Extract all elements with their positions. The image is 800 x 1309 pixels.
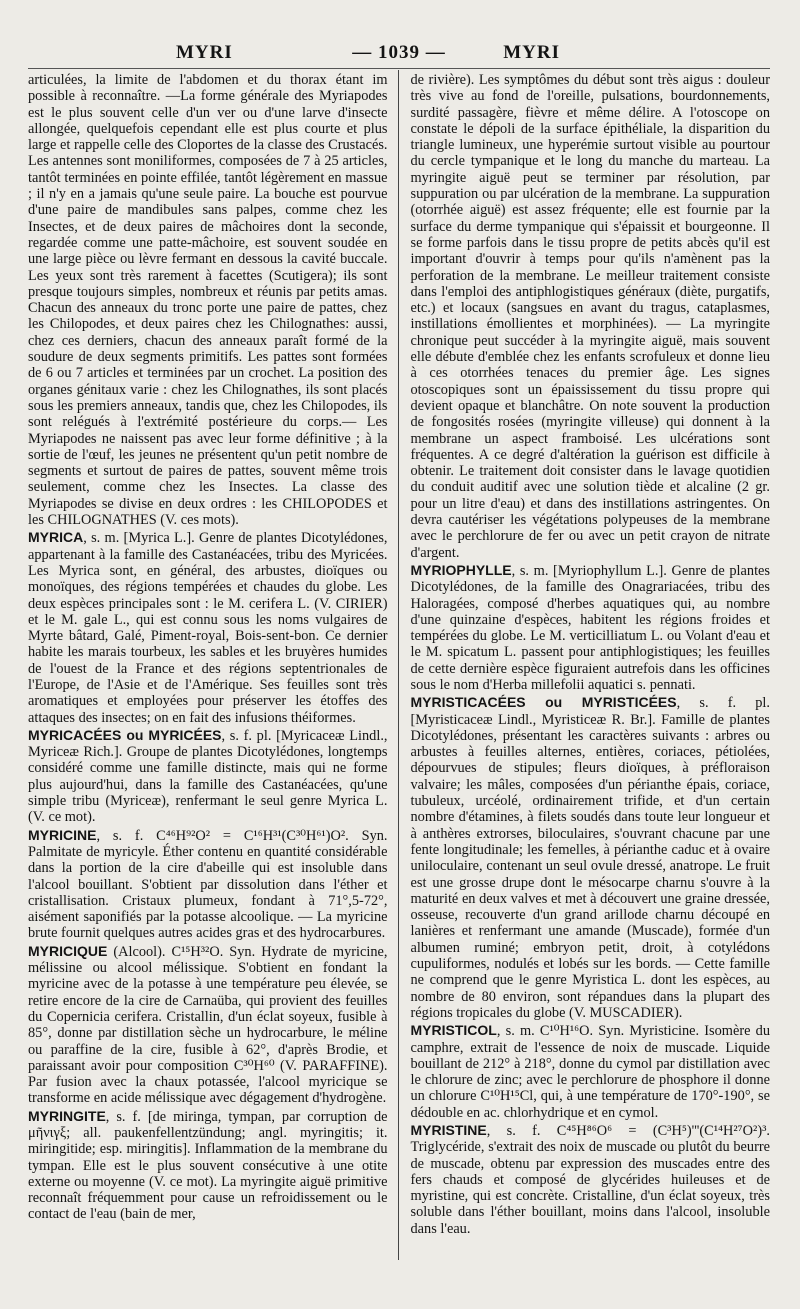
dictionary-entry xyxy=(411,1122,771,1237)
entry-text: , s. f. C⁴⁵H⁸⁶O⁶ = (C³H⁵)'''(C¹⁴H²⁷O²)³. Triglycéride, s'extrait des noix de muscade ou plutôt du beurre de muscade, obtenu par expression des muscades entre des fers chauds et composé de glycérides huileuses et de myristine, qui est concrète. Cristalline, d'un éclat soyeux, très soluble dans l'éther bouillant, moins dans l'alcool, insoluble dans l'eau. xyxy=(410,1123,770,1237)
running-head-left: MYRI xyxy=(176,42,233,63)
running-head xyxy=(28,42,770,72)
running-head-right: MYRI xyxy=(503,42,560,63)
entry-text: , s. m. C¹⁰H¹⁶O. Syn. Myristicine. Isomère du camphre, extrait de l'essence de noix de muscade. Liquide bouillant de 212° à 218°, donne du cymol par distillation avec le chlorure de zinc; avec le perchlorure de phosphore il donne un chlorure C¹⁰H¹⁵Cl, qui, à une température de 170°-190°, se dédouble en ac. chlorhydrique et en cymol. xyxy=(410,1023,770,1121)
dictionary-entry xyxy=(411,694,771,1021)
entry-headword: MYRISTINE xyxy=(410,1122,487,1138)
entry-text: , s. f. pl. [Myricaceæ Lindl., Myriceæ Rich.]. Groupe de plantes Dicotylédones, longtemps considéré comme une famille distincte, mais qui ne forme plus aujourd'hui, dans la famille des Castanéacées, qu'une simple tribu (Myriceæ), renfermant le seul genre Myrica L. (V. ce mot). xyxy=(28,727,388,826)
entry-text: , s. f. [de miringa, tympan, par corruption de μῆνιγξ; all. paukenfellentzündung; angl. myringitis; it. miringitide; esp. miringitis]. Inflammation de la membrane du tympan. Elle est le plus souvent consécutive à une otite externe ou moyenne (V. ce mot). La myringite aiguë primitive reconnaît fréquemment pour cause un refroidissement ou le contact de l'eau (bain de mer, xyxy=(28,1108,388,1223)
entry-text: , s. m. [Myrica L.]. Genre de plantes Dicotylédones, appartenant à la famille des Castanéacées, tribu des Myricées. Les Myrica sont, en général, des arbustes, dioïques ou monoïques, des régions tempérées et chaudes du globe. Les deux espèces principales sont : le M. cerifera L. (V. CIRIER) et le M. gale L., qui est connu sous les noms vulgaires de Myrte bâtard, Galé, Piment-royal, Bois-sent-bon. Ce dernier habite les marais tourbeux, les sables et les bruyères humides de l'ouest de la France et des régions septentrionales de l'Europe, de l'Asie et de l'Amérique. Ses feuilles sont très aromatiques et employées pour préserver les étoffes des attaques des insectes; on en fait des infusions théiformes. xyxy=(28,530,388,726)
continued-text: de rivière). Les symptômes du début sont très aigus : douleur très vive au fond de l'oreille, pulsations, bourdonnements, surdité passagère, fièvre et même délire. A l'otoscope on constate le dépoli de la surface épithéliale, la disparition du triangle lumineux, une hyperémie surtout visible au pourtour du cercle tympanique et le long du manche du marteau. La myringite aiguë peut se terminer par résolution, par suppuration ou par ulcération de la membrane. La suppuration (otorrhée aiguë) est assez fréquente; elle est fournie par la surface du derme tympanique qui s'épaissit et bourgeonne. Il se forme parfois dans le tissu propre de petits abcès qu'il est important d'ouvrir à temps pour qu'ils n'amènent pas la perforation de la membrane. Le meilleur traitement consiste dans l'emploi des antiphlogistiques généraux (diète, purgatifs, etc.) et locaux (sangsues en avant du tragus, cataplasmes, instillations émollientes et morphinées). — La myringite chronique peut succéder à la myringite aiguë, mais souvent elle débute d'emblée chez les enfants scrofuleux et donne lieu à ces otorrhées tenaces du premier âge. Les signes otoscopiques sont un épaississement du tissu propre qui devient opaque et blanchâtre. On note souvent la production de fongosités rosées (myringite villeuse) qui donnent à la membrane un aspect framboisé. Les ulcérations sont fréquentes. A ce degré d'altération la guérison est difficile à obtenir. Le traitement doit consister dans le lavage quotidien du conduit auditif avec une solution tiède et alcaline (2 gr. pour un litre d'eau) et dans des instillations astringentes. On devra cautériser les végétations polypeuses de la membrane avec le perchlorure de fer ou avec un petit crayon de nitrate d'argent. xyxy=(410,72,770,561)
entry-headword: MYRICACÉES ou MYRICÉES xyxy=(28,726,222,743)
entry-text: (Alcool). C¹⁵H³²O. Syn. Hydrate de myricine, mélissine ou alcool mélissique. S'obtient en fondant la myricine avec de la potasse à une température peu élevée, se retire encore de la cire de Carnaüba, qui provient des feuilles du Copernicia cerifera. Cristallin, d'un éclat soyeux, fusible à 85°, donne par distillation sèche un hydrocarbure, le méline ou paraffine de la cire, fusible à 62°, d'après Brodie, et paraissant avoir pour composition C³⁰H⁶⁰ (V. PARAFFINE). Par fusion avec la chaux potassée, l'alcool myricique se transforme en acide mélissique avec dégagement d'hydrogène. xyxy=(28,943,388,1107)
right-column xyxy=(399,72,771,1292)
dictionary-entry xyxy=(411,1022,771,1121)
dictionary-entry xyxy=(28,827,388,942)
dictionary-entry xyxy=(28,529,388,726)
entry-headword: MYRINGITE xyxy=(28,1107,106,1124)
left-column xyxy=(28,72,398,1292)
continued-text: articulées, la limite de l'abdomen et du thorax étant im possible à reconnaître. —La forme générale des Myriapodes est le plus souvent celle d'un ver ou d'une larve d'insecte allongée, quelquefois cependant elle est plus courte et plus large et rappelle celle des Cloportes de la classe des Crustacés. Les antennes sont moniliformes, composées de 7 à 25 articles, tantôt terminées en pointe effilée, tantôt légèrement en massue ; il n'y en a jamais qu'une seule paire. La bouche est pourvue d'une paire de mandibules sans palpes, comme chez les Insectes, et de deux paires de mâchoires dont la seconde, regardée comme une patte-mâchoire, est souvent soudée en une large pièce ou lèvre fermant en dessous la cavité buccale. Les yeux sont très rarement à facettes (Scutigera); ils sont presque toujours simples, nombreux et réunis par petits amas. Chacun des anneaux du tronc porte une paire de pattes, chez les Chilopodes, et deux paires chez les Chilognathes: aussi, chez ces derniers, chacun des anneaux paraît formé de la soudure de deux segments primitifs. Les pattes sont formées de 6 ou 7 articles et terminées par un crochet. La position des organes génitaux varie : chez les Chilognathes, ils sont placés sous les premiers anneaux, tandis que, chez les Chilopodes, ils sont relégués à l'extrémité postérieure du corps.— Les Myriapodes ne naissent pas avec leur forme définitive ; à la sortie de l'œuf, les jeunes ne présentent qu'un petit nombre de segments et surtout de paires de pattes, souvent même trois seulement, comme chez les Insectes. La classe des Myriapodes se divise en deux ordres : les CHILOPODES et les CHILOGNATHES (V. ces mots). xyxy=(28,72,388,529)
dictionary-entry xyxy=(28,727,388,826)
entry-headword: MYRICA xyxy=(28,529,84,546)
entry-headword: MYRIOPHYLLE xyxy=(410,561,512,578)
entry-text: , s. m. [Myriophyllum L.]. Genre de plantes Dicotylédones, de la famille des Onagrariacées, tribu des Haloragées, composé d'herbes aquatiques qui, au nombre d'une quinzaine d'espèces, habitent les régions froides et tempérées du globe. Le M. verticilliatum L. ou Volant d'eau et le M. spicatum L. passent pour antiphlogistiques; les feuilles de cette dernière espèce figuraient autrefois dans les officines sous le nom d'Herba millefolii aquatici s. pennati. xyxy=(410,562,770,693)
dictionary-entry xyxy=(28,1108,388,1223)
text-columns xyxy=(28,72,770,1292)
header-rule xyxy=(28,68,770,69)
entry-headword: MYRICINE xyxy=(28,826,97,843)
entry-headword: MYRISTICACÉES ou MYRISTICÉES xyxy=(410,694,677,711)
entry-text: , s. f. pl. [Myristicaceæ Lindl., Myristiceæ R. Br.]. Famille de plantes Dicotylédones, présentant les caractères suivants : arbres ou arbustes à feuilles alternes, entières, coriaces, pétiolées, dépourvues de stipules; fleurs dioïques, à préfloraison valvaire; les mâles, composées d'un périanthe épais, coriace, tubuleux, urcéolé, ordinairement trifide, et d'un certain nombre d'étamines, à filets soudés dans toute leur longueur et à anthères extrorses, biloculaires, s'ouvrant chacune par une fente longitudinale; les femelles, à périanthe caduc et à ovaire uniloculaire, contenant un seul ovule dressé, anatrope. Le fruit est une grosse drupe dont le mésocarpe charnu s'ouvre à la maturité en deux valves et met à découvert une graine dressée, osseuse, recouverte d'un grand arillode charnu découpé en lanières et renfermant une amande (Muscade), formée d'un albumen ruminé; embryon petit, droit, à cotylédons cupuliformes, nodulés et lobés sur les bords. — Cette famille ne comprend que le genre Myristica L. dont les espèces, au nombre de 80 environ, sont répandues dans la plupart des régions tropicales du globe (V. MUSCADIER). xyxy=(410,695,770,1021)
page-number: — 1039 — xyxy=(352,42,446,63)
entry-headword: MYRISTICOL xyxy=(410,1022,497,1039)
dictionary-entry xyxy=(28,943,388,1107)
entry-headword: MYRICIQUE xyxy=(28,942,108,959)
dictionary-entry xyxy=(411,562,771,693)
entry-text: , s. f. C⁴⁶H⁹²O² = C¹⁶H³¹(C³⁰H⁶¹)O². Syn. Palmitate de myricyle. Éther contenu en quantité considérable dans la portion de la cire d'abeille qui est insoluble dans l'alcool bouillant. S'obtient par dissolution dans l'éther et cristallisation. Cristaux plumeux, fondant à 71°,5-72°, aisément saponifiés par la potasse alcoolique. — La myricine brute fournit quelques autres acides gras et des hydrocarbures. xyxy=(28,827,388,942)
